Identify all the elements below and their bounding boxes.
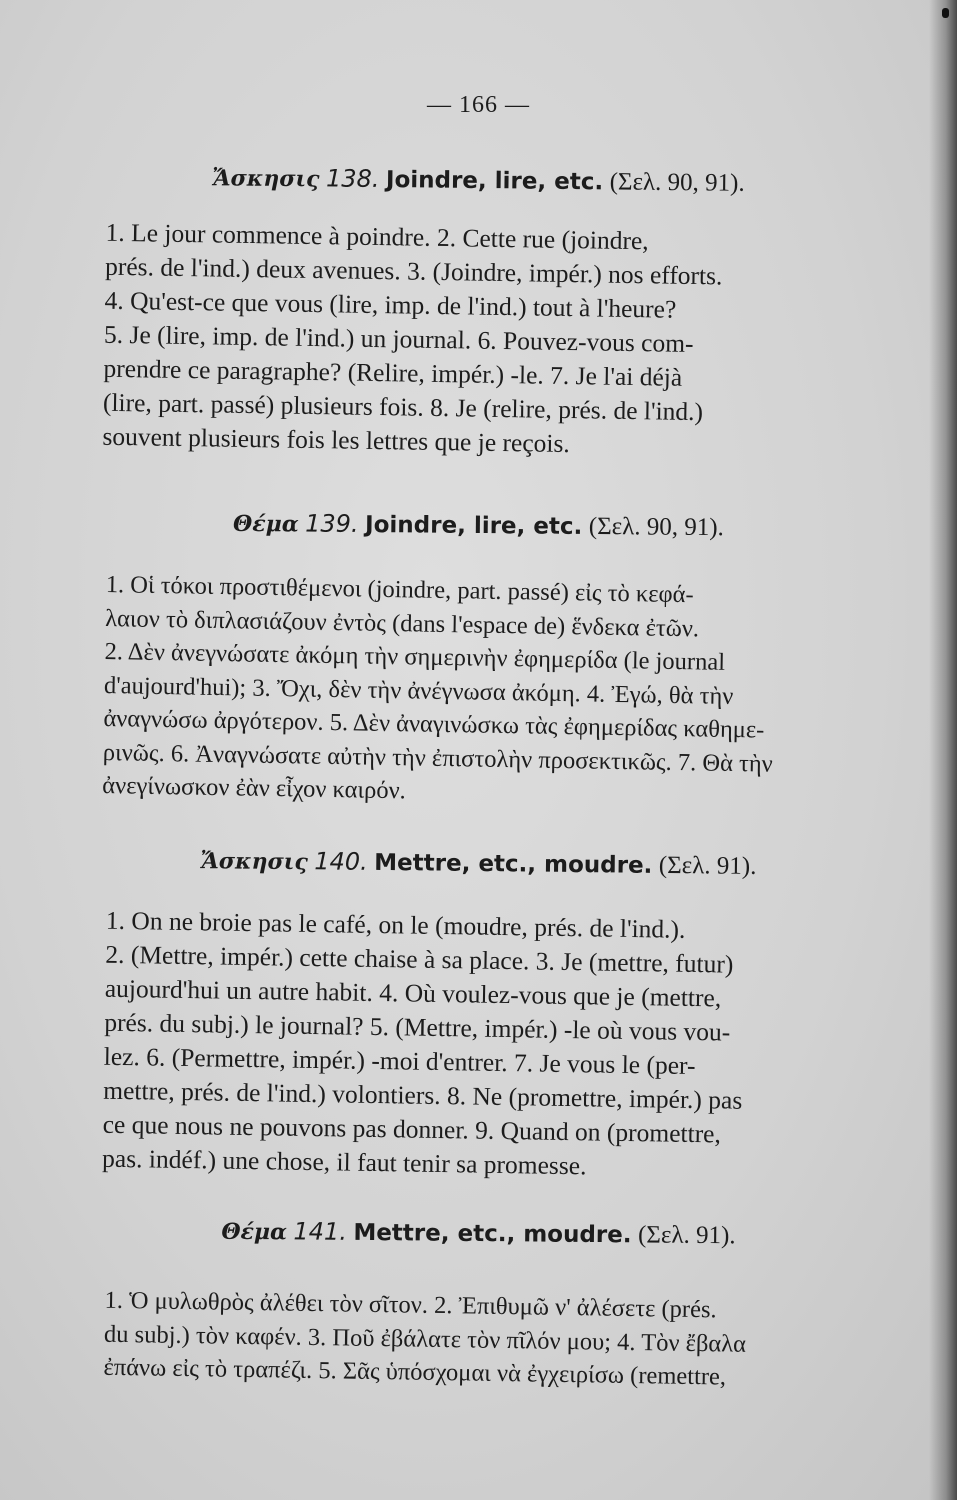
text-line: ἀναγνώσω ἀργότερον. 5. Δὲν ἀναγινώσκω τὰς ἐφημερίδας καθημε- (103, 705, 765, 744)
theme-139-text (102, 568, 906, 816)
heading-reference: (Σελ. 91). (637, 1221, 736, 1250)
heading-number: 140. (314, 847, 368, 876)
heading-reference: (Σελ. 90, 91). (609, 168, 745, 197)
theme-139-heading (0, 506, 957, 544)
text-line: 1. On ne broie pas le café, on le (moudre, prés. de l'ind.). (105, 905, 686, 944)
text-line: mettre, prés. de l'ind.) volontiers. 8. Ne (promettre, impér.) pas (103, 1075, 743, 1115)
text-line: (lire, part. passé) plusieurs fois. 8. Je (relire, prés. de l'ind.) (102, 387, 704, 427)
text-line: ἐπάνω εἰς τὸ τραπέζι. 5. Σᾶς ὑπόσχομαι νὰ ἐγχειρίσω (remettre, (103, 1353, 727, 1391)
heading-label: Θέμα (221, 1218, 288, 1246)
exercise-138-text (102, 216, 906, 467)
text-line: 1. Le jour commence à poindre. 2. Cette rue (joindre, (105, 217, 649, 256)
text-line: pas. indéf.) une chose, il faut tenir sa promesse. (101, 1143, 587, 1181)
text-line: du subj.) τὸν καφέν. 3. Ποῦ ἐβάλατε τὸν πῖλόν μου; 4. Τὸν ἔβαλα (103, 1320, 747, 1358)
heading-title: Mettre, etc., moudre. (374, 849, 653, 879)
heading-title: Joindre, lire, etc. (365, 512, 583, 540)
text-line: ρινῶς. 6. Ἀναγνώσατε αὐτὴν τὴν ἐπιστολὴν προσεκτικῶς. 7. Θὰ τὴν (102, 738, 774, 778)
heading-label: Ἄσκησις (212, 165, 320, 193)
text-line: lez. 6. (Permettre, impér.) -moi d'entrer. 7. Je vous le (per- (103, 1041, 696, 1081)
heading-reference: (Σελ. 90, 91). (588, 512, 724, 542)
text-line: prés. du subj.) le journal? 5. (Mettre, impér.) -le où vous vou- (104, 1007, 731, 1047)
heading-label: Θέμα (232, 510, 299, 538)
theme-141-text (103, 1284, 904, 1397)
heading-title: Mettre, etc., moudre. (353, 1219, 632, 1249)
scan-mark (942, 8, 949, 18)
heading-title: Joindre, lire, etc. (385, 167, 604, 196)
exercise-140-heading (0, 843, 957, 883)
text-line: 2. Δὲν ἀνεγνώσατε ἀκόμη τὴν σημερινὴν ἐφημερίδα (le journal (104, 638, 726, 676)
text-line: prendre ce paragraphe? (Relire, impér.) -le. 7. Je l'ai déjà (103, 353, 683, 392)
text-line: souvent plusieurs fois les lettres que je reçois. (102, 421, 571, 459)
heading-number: 139. (305, 509, 359, 538)
text-line: prés. de l'ind.) deux avenues. 3. (Joindre, impér.) nos efforts. (104, 251, 723, 291)
text-line: 5. Je (lire, imp. de l'ind.) un journal. 6. Pouvez-vous com- (103, 319, 694, 358)
text-line: d'aujourd'hui); 3. Ὄχι, δὲν τὴν ἀνέγνωσα ἀκόμη. 4. Ἐγώ, θὰ τὴν (103, 671, 734, 710)
text-line: 2. (Mettre, impér.) cette chaise à sa place. 3. Je (mettre, futur) (105, 939, 734, 979)
page-number: — 166 — (427, 92, 530, 118)
text-line: 4. Qu'est-ce que vous (lire, imp. de l'ind.) tout à l'heure? (104, 285, 677, 324)
text-line: aujourd'hui un autre habit. 4. Où voulez-vous que je (mettre, (104, 973, 722, 1013)
heading-label: Ἄσκησις (200, 848, 308, 876)
heading-number: 138. (325, 164, 380, 193)
page-edge-shadow (929, 0, 957, 1500)
exercise-138-heading (0, 160, 957, 200)
text-line: ce que nous ne pouvons pas donner. 9. Quand on (promettre, (102, 1109, 722, 1149)
theme-141-heading (0, 1214, 957, 1252)
text-line: λαιον τὸ διπλασιάζουν ἐντὸς (dans l'espace de) ἕνδεκα ἐτῶν. (104, 604, 700, 642)
heading-number: 141. (293, 1217, 348, 1246)
heading-reference: (Σελ. 91). (658, 851, 757, 880)
text-line: 1. Οἱ τόκοι προστιθέμενοι (joindre, part. passé) εἰς τὸ κεφά- (105, 571, 694, 609)
text-line: ἀνεγίνωσκον ἐὰν εἶχον καιρόν. (102, 772, 407, 805)
text-line: 1. Ὁ μυλωθρὸς ἀλέθει τὸν σῖτον. 2. Ἐπιθυμῶ ν' ἀλέσετε (prés. (104, 1286, 717, 1324)
exercise-140-text (102, 904, 906, 1189)
